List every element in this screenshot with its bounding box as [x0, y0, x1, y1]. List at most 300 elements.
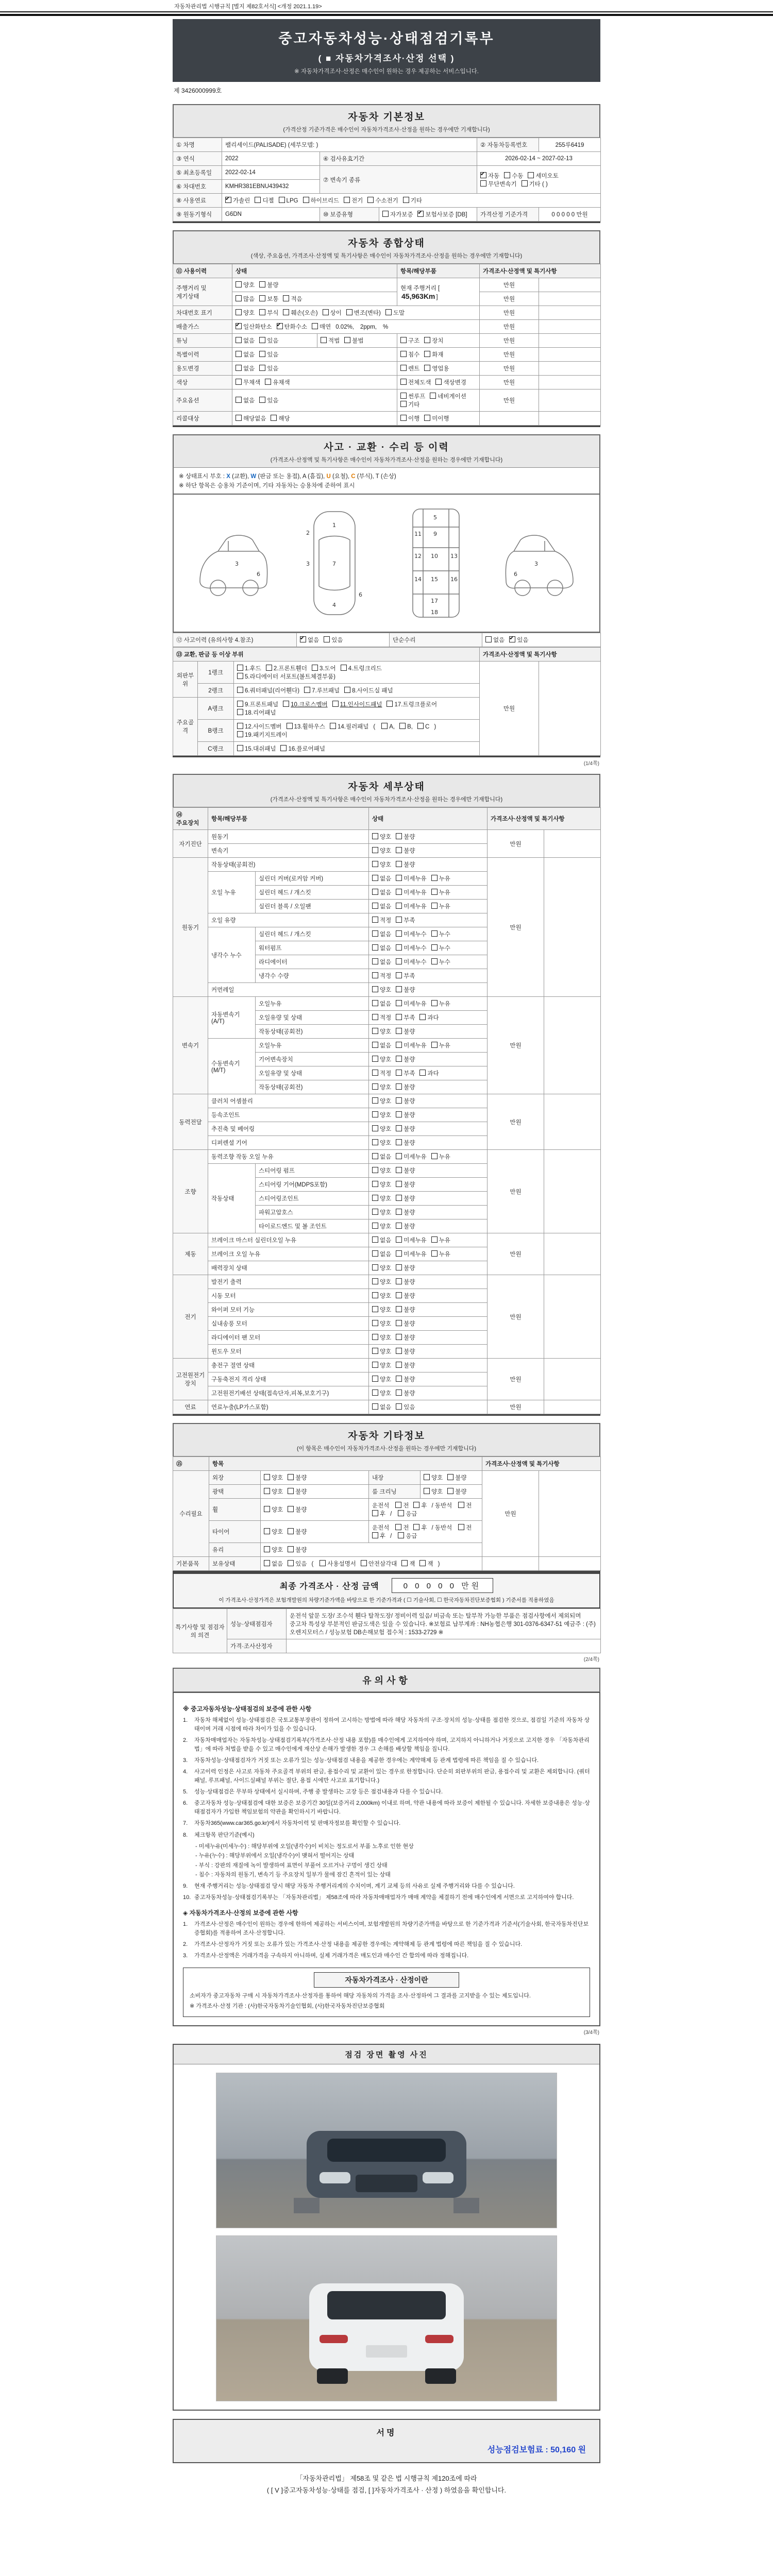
checkbox-option[interactable]: [419, 1013, 439, 1022]
checkbox-option[interactable]: [431, 1153, 450, 1161]
checkbox-option[interactable]: [372, 1208, 391, 1216]
checkbox-icon[interactable]: [372, 986, 378, 992]
checkbox-icon[interactable]: [458, 1524, 464, 1530]
checkbox-icon[interactable]: [424, 1474, 430, 1480]
checkbox-option[interactable]: [431, 930, 450, 938]
checkbox-option[interactable]: [237, 708, 276, 717]
checkbox-option[interactable]: [431, 958, 450, 966]
checkbox-icon[interactable]: [398, 1510, 404, 1516]
checkbox-option[interactable]: [419, 1560, 433, 1568]
checkbox-option[interactable]: [236, 414, 266, 422]
checkbox-option[interactable]: [485, 636, 505, 644]
checkbox-icon[interactable]: [372, 1236, 378, 1243]
checkbox-icon[interactable]: [396, 1264, 402, 1270]
checkbox-option[interactable]: [396, 1347, 415, 1355]
checkbox-icon[interactable]: [396, 1195, 402, 1201]
checkbox-option[interactable]: [396, 1166, 415, 1175]
checkbox-icon[interactable]: [372, 1083, 378, 1090]
checkbox-option[interactable]: [320, 1560, 356, 1568]
checkbox-option[interactable]: [372, 916, 391, 924]
checkbox-icon[interactable]: [236, 281, 242, 287]
checkbox-icon[interactable]: [259, 337, 265, 343]
checkbox-icon[interactable]: [271, 415, 277, 421]
checkbox-icon[interactable]: [255, 197, 261, 203]
checkbox-option[interactable]: [372, 1153, 391, 1161]
checkbox-icon[interactable]: [265, 379, 271, 385]
checkbox-icon[interactable]: [396, 889, 402, 895]
checkbox-option[interactable]: [396, 1083, 415, 1091]
checkbox-icon[interactable]: [485, 636, 492, 642]
checkbox-option[interactable]: [396, 1250, 426, 1258]
checkbox-option[interactable]: [236, 350, 255, 359]
checkbox-icon[interactable]: [324, 636, 330, 642]
checkbox-icon[interactable]: [279, 197, 285, 203]
checkbox-option[interactable]: [372, 1389, 391, 1397]
checkbox-icon[interactable]: [372, 1376, 378, 1382]
checkbox-option[interactable]: [372, 860, 391, 869]
checkbox-option[interactable]: [480, 172, 499, 180]
checkbox-option[interactable]: [401, 1560, 415, 1568]
checkbox-icon[interactable]: [419, 1014, 426, 1020]
checkbox-icon[interactable]: [419, 1560, 426, 1566]
checkbox-icon[interactable]: [396, 958, 402, 964]
checkbox-icon[interactable]: [431, 889, 438, 895]
checkbox-icon[interactable]: [303, 197, 309, 203]
checkbox-option[interactable]: [396, 916, 415, 924]
checkbox-option[interactable]: [396, 1125, 415, 1133]
checkbox-icon[interactable]: [386, 701, 393, 707]
checkbox-icon[interactable]: [431, 1042, 438, 1048]
checkbox-icon[interactable]: [396, 1028, 402, 1034]
checkbox-option[interactable]: [372, 874, 391, 883]
checkbox-icon[interactable]: [367, 197, 374, 203]
checkbox-option[interactable]: [396, 860, 415, 869]
checkbox-icon[interactable]: [504, 172, 510, 178]
checkbox-option[interactable]: [372, 1278, 391, 1286]
checkbox-icon[interactable]: [264, 1474, 270, 1480]
checkbox-icon[interactable]: [372, 1320, 378, 1326]
checkbox-option[interactable]: [372, 902, 391, 910]
checkbox-option[interactable]: [344, 336, 363, 345]
checkbox-option[interactable]: [236, 295, 255, 303]
checkbox-icon[interactable]: [264, 1560, 270, 1566]
checkbox-icon[interactable]: [396, 1070, 402, 1076]
checkbox-option[interactable]: [413, 1523, 427, 1532]
checkbox-option[interactable]: [396, 1139, 415, 1147]
checkbox-icon[interactable]: [372, 1111, 378, 1117]
checkbox-option[interactable]: [280, 744, 325, 753]
checkbox-icon[interactable]: [396, 1083, 402, 1090]
checkbox-option[interactable]: [372, 958, 391, 966]
checkbox-icon[interactable]: [372, 930, 378, 937]
checkbox-option[interactable]: [259, 281, 278, 289]
checkbox-icon[interactable]: [264, 1506, 270, 1512]
checkbox-option[interactable]: [396, 1361, 415, 1369]
checkbox-option[interactable]: [396, 1222, 415, 1230]
checkbox-option[interactable]: [237, 672, 335, 681]
checkbox-icon[interactable]: [288, 1474, 294, 1480]
checkbox-option[interactable]: [396, 1292, 415, 1300]
checkbox-option[interactable]: [372, 986, 391, 994]
checkbox-icon[interactable]: [396, 917, 402, 923]
checkbox-option[interactable]: [255, 196, 274, 205]
checkbox-option[interactable]: [400, 336, 419, 345]
checkbox-option[interactable]: [396, 1403, 415, 1411]
checkbox-icon[interactable]: [419, 1070, 426, 1076]
checkbox-icon[interactable]: [396, 1362, 402, 1368]
checkbox-icon[interactable]: [395, 1524, 401, 1530]
checked-checkbox-icon[interactable]: [417, 211, 424, 217]
checkbox-icon[interactable]: [396, 833, 402, 839]
checkbox-icon[interactable]: [400, 393, 407, 399]
checkbox-option[interactable]: [330, 722, 368, 731]
checkbox-icon[interactable]: [312, 323, 318, 329]
checkbox-icon[interactable]: [372, 958, 378, 964]
checkbox-icon[interactable]: [236, 397, 242, 403]
checkbox-icon[interactable]: [259, 281, 265, 287]
checkbox-icon[interactable]: [413, 1524, 419, 1530]
checkbox-icon[interactable]: [396, 1250, 402, 1257]
checkbox-icon[interactable]: [400, 401, 407, 407]
checkbox-option[interactable]: [236, 309, 255, 317]
checkbox-option[interactable]: [372, 999, 391, 1008]
checked-checkbox-icon[interactable]: [236, 323, 242, 329]
checkbox-icon[interactable]: [396, 930, 402, 937]
checkbox-option[interactable]: [372, 888, 391, 896]
checkbox-icon[interactable]: [396, 875, 402, 881]
checkbox-icon[interactable]: [237, 745, 243, 751]
checkbox-option[interactable]: [279, 197, 298, 204]
checkbox-icon[interactable]: [396, 1320, 402, 1326]
checkbox-icon[interactable]: [372, 1292, 378, 1298]
checkbox-option[interactable]: [509, 636, 528, 644]
checkbox-option[interactable]: [396, 1375, 415, 1383]
checkbox-option[interactable]: [396, 1389, 415, 1397]
checkbox-icon[interactable]: [236, 351, 242, 357]
checkbox-icon[interactable]: [372, 1042, 378, 1048]
checkbox-icon[interactable]: [237, 723, 243, 729]
checkbox-option[interactable]: [396, 1278, 415, 1286]
checkbox-icon[interactable]: [447, 1474, 453, 1480]
checkbox-option[interactable]: [264, 1528, 283, 1536]
checkbox-option[interactable]: [372, 1180, 391, 1189]
checkbox-option[interactable]: [399, 723, 413, 730]
checkbox-option[interactable]: [424, 414, 449, 422]
checkbox-option[interactable]: [288, 1546, 307, 1554]
checkbox-option[interactable]: [431, 902, 450, 910]
checkbox-option[interactable]: [396, 1306, 415, 1314]
checkbox-icon[interactable]: [372, 1389, 378, 1396]
checkbox-icon[interactable]: [431, 903, 438, 909]
checkbox-icon[interactable]: [431, 944, 438, 951]
checkbox-option[interactable]: [264, 1546, 283, 1554]
checkbox-icon[interactable]: [372, 1403, 378, 1410]
checkbox-option[interactable]: [277, 323, 307, 331]
checkbox-option[interactable]: [400, 350, 419, 359]
checkbox-icon[interactable]: [237, 709, 243, 715]
checkbox-icon[interactable]: [431, 875, 438, 881]
checkbox-option[interactable]: [417, 723, 429, 730]
checkbox-option[interactable]: [400, 364, 419, 372]
checkbox-icon[interactable]: [400, 337, 407, 343]
checkbox-option[interactable]: [396, 888, 426, 896]
checkbox-icon[interactable]: [361, 1560, 367, 1566]
checkbox-option[interactable]: [431, 874, 450, 883]
checkbox-option[interactable]: [385, 309, 405, 317]
checkbox-option[interactable]: [237, 722, 282, 731]
checkbox-option[interactable]: [264, 1473, 283, 1482]
checkbox-option[interactable]: [386, 700, 437, 708]
checkbox-icon[interactable]: [344, 687, 350, 693]
checkbox-option[interactable]: [259, 295, 278, 303]
checkbox-icon[interactable]: [396, 1236, 402, 1243]
checkbox-icon[interactable]: [236, 415, 242, 421]
checkbox-icon[interactable]: [372, 847, 378, 853]
checkbox-icon[interactable]: [431, 1000, 438, 1006]
checkbox-icon[interactable]: [372, 1264, 378, 1270]
checkbox-option[interactable]: [288, 1487, 307, 1496]
checkbox-option[interactable]: [400, 414, 419, 422]
checkbox-icon[interactable]: [396, 1348, 402, 1354]
checkbox-icon[interactable]: [259, 309, 265, 315]
checkbox-icon[interactable]: [259, 397, 265, 403]
checkbox-icon[interactable]: [424, 337, 430, 343]
checked-checkbox-icon[interactable]: [480, 172, 486, 178]
checkbox-option[interactable]: [372, 1222, 391, 1230]
checkbox-icon[interactable]: [288, 1560, 294, 1566]
checkbox-icon[interactable]: [400, 379, 407, 385]
checkbox-icon[interactable]: [236, 295, 242, 301]
checkbox-icon[interactable]: [396, 972, 402, 978]
checkbox-icon[interactable]: [447, 1488, 453, 1494]
checked-checkbox-icon[interactable]: [300, 636, 306, 642]
checkbox-option[interactable]: [259, 364, 278, 372]
checkbox-option[interactable]: [396, 1111, 415, 1119]
checkbox-icon[interactable]: [372, 861, 378, 867]
checkbox-option[interactable]: [372, 833, 391, 841]
checkbox-icon[interactable]: [400, 415, 407, 421]
checkbox-option[interactable]: [372, 1361, 391, 1369]
checkbox-option[interactable]: [396, 833, 415, 841]
checkbox-option[interactable]: [372, 1194, 391, 1202]
checkbox-option[interactable]: [303, 196, 340, 205]
checkbox-icon[interactable]: [431, 958, 438, 964]
checkbox-icon[interactable]: [396, 1278, 402, 1284]
checkbox-option[interactable]: [324, 636, 343, 644]
checkbox-option[interactable]: [237, 686, 299, 694]
checkbox-icon[interactable]: [396, 1334, 402, 1340]
checkbox-icon[interactable]: [396, 1042, 402, 1048]
checkbox-icon[interactable]: [288, 1506, 294, 1512]
checkbox-option[interactable]: [431, 944, 450, 952]
checkbox-option[interactable]: [396, 1236, 426, 1244]
checkbox-option[interactable]: [458, 1523, 472, 1532]
checkbox-icon[interactable]: [237, 673, 243, 679]
checkbox-icon[interactable]: [431, 1236, 438, 1243]
checkbox-icon[interactable]: [395, 1502, 401, 1508]
checkbox-option[interactable]: [372, 1532, 385, 1540]
checkbox-icon[interactable]: [372, 903, 378, 909]
checked-checkbox-icon[interactable]: [277, 323, 283, 329]
checkbox-icon[interactable]: [264, 1488, 270, 1494]
checkbox-icon[interactable]: [401, 1560, 408, 1566]
checkbox-option[interactable]: [396, 1027, 415, 1036]
checkbox-option[interactable]: [396, 944, 426, 952]
checkbox-option[interactable]: [367, 196, 398, 205]
checkbox-icon[interactable]: [396, 1167, 402, 1173]
checkbox-icon[interactable]: [372, 875, 378, 881]
checkbox-icon[interactable]: [396, 1209, 402, 1215]
checkbox-option[interactable]: [372, 1083, 391, 1091]
checkbox-icon[interactable]: [400, 365, 407, 371]
checkbox-option[interactable]: [372, 1403, 391, 1411]
checkbox-icon[interactable]: [522, 180, 528, 187]
checkbox-option[interactable]: [236, 364, 255, 372]
checkbox-option[interactable]: [413, 1501, 427, 1510]
checkbox-icon[interactable]: [372, 1306, 378, 1312]
checkbox-option[interactable]: [396, 1180, 415, 1189]
checkbox-icon[interactable]: [288, 1546, 294, 1552]
checkbox-icon[interactable]: [280, 745, 287, 751]
checkbox-icon[interactable]: [372, 1181, 378, 1187]
checkbox-option[interactable]: [372, 1069, 391, 1077]
checkbox-option[interactable]: [400, 378, 431, 386]
checkbox-option[interactable]: [396, 986, 415, 994]
checkbox-option[interactable]: [424, 1473, 443, 1482]
checkbox-option[interactable]: [396, 1153, 426, 1161]
checkbox-option[interactable]: [372, 1375, 391, 1383]
checkbox-option[interactable]: [396, 999, 426, 1008]
checkbox-icon[interactable]: [396, 986, 402, 992]
checkbox-icon[interactable]: [287, 723, 293, 729]
checkbox-icon[interactable]: [304, 687, 310, 693]
checkbox-icon[interactable]: [312, 665, 318, 671]
checkbox-option[interactable]: [283, 309, 317, 317]
checkbox-option[interactable]: [346, 309, 381, 317]
checkbox-icon[interactable]: [288, 1528, 294, 1534]
checkbox-option[interactable]: [424, 350, 443, 359]
checkbox-icon[interactable]: [372, 833, 378, 839]
checkbox-option[interactable]: [381, 723, 395, 730]
checkbox-option[interactable]: [264, 1560, 283, 1568]
checkbox-option[interactable]: [396, 1041, 426, 1049]
checkbox-option[interactable]: [237, 700, 278, 708]
checkbox-icon[interactable]: [396, 1223, 402, 1229]
checkbox-icon[interactable]: [381, 723, 388, 729]
checkbox-option[interactable]: [288, 1505, 307, 1514]
checkbox-icon[interactable]: [385, 309, 392, 315]
checkbox-icon[interactable]: [372, 944, 378, 951]
checkbox-option[interactable]: [304, 686, 340, 694]
checkbox-icon[interactable]: [372, 1056, 378, 1062]
checkbox-option[interactable]: [396, 1264, 415, 1272]
checkbox-icon[interactable]: [396, 1306, 402, 1312]
checkbox-option[interactable]: [332, 700, 382, 708]
checkbox-icon[interactable]: [372, 1153, 378, 1159]
checkbox-icon[interactable]: [372, 1532, 378, 1538]
checkbox-icon[interactable]: [372, 1510, 378, 1516]
checkbox-option[interactable]: [430, 392, 466, 400]
checkbox-icon[interactable]: [372, 972, 378, 978]
checkbox-option[interactable]: [431, 1236, 450, 1244]
checkbox-option[interactable]: [323, 309, 342, 317]
checkbox-option[interactable]: [259, 350, 278, 359]
checkbox-icon[interactable]: [372, 1348, 378, 1354]
checkbox-option[interactable]: [400, 400, 419, 409]
checkbox-option[interactable]: [396, 1069, 415, 1077]
checkbox-option[interactable]: [344, 196, 363, 205]
checkbox-option[interactable]: [237, 731, 288, 739]
checkbox-icon[interactable]: [431, 1250, 438, 1257]
checkbox-option[interactable]: [372, 1347, 391, 1355]
checkbox-option[interactable]: [344, 686, 393, 694]
checkbox-icon[interactable]: [396, 1014, 402, 1020]
checkbox-icon[interactable]: [288, 1488, 294, 1494]
checkbox-option[interactable]: [372, 1041, 391, 1049]
checkbox-icon[interactable]: [372, 1070, 378, 1076]
checkbox-icon[interactable]: [372, 1125, 378, 1131]
checkbox-option[interactable]: [372, 1292, 391, 1300]
checkbox-option[interactable]: [395, 1501, 409, 1510]
checkbox-option[interactable]: [447, 1473, 466, 1482]
checkbox-icon[interactable]: [266, 665, 272, 671]
checkbox-option[interactable]: [300, 636, 319, 644]
checkbox-icon[interactable]: [396, 861, 402, 867]
checkbox-option[interactable]: [396, 930, 426, 938]
checkbox-option[interactable]: [398, 1532, 417, 1540]
checkbox-option[interactable]: [480, 180, 517, 188]
checkbox-icon[interactable]: [346, 309, 352, 315]
checkbox-option[interactable]: [396, 1055, 415, 1063]
checkbox-icon[interactable]: [236, 365, 242, 371]
checkbox-icon[interactable]: [398, 1532, 404, 1538]
checkbox-icon[interactable]: [372, 1195, 378, 1201]
checkbox-option[interactable]: [372, 930, 391, 938]
checkbox-icon[interactable]: [330, 723, 336, 729]
checkbox-icon[interactable]: [264, 1528, 270, 1534]
checkbox-icon[interactable]: [396, 944, 402, 951]
checkbox-option[interactable]: [396, 1208, 415, 1216]
checkbox-option[interactable]: [396, 846, 415, 855]
checkbox-option[interactable]: [259, 396, 278, 404]
checkbox-option[interactable]: [400, 392, 425, 400]
checkbox-option[interactable]: [266, 664, 307, 672]
checkbox-option[interactable]: [236, 336, 255, 345]
checkbox-option[interactable]: [372, 1013, 391, 1022]
checkbox-option[interactable]: [417, 210, 467, 218]
checkbox-icon[interactable]: [396, 1139, 402, 1145]
checkbox-option[interactable]: [341, 664, 382, 672]
checkbox-icon[interactable]: [236, 337, 242, 343]
checkbox-option[interactable]: [271, 414, 290, 422]
checkbox-icon[interactable]: [430, 393, 436, 399]
checkbox-option[interactable]: [321, 336, 340, 345]
checkbox-icon[interactable]: [372, 1097, 378, 1104]
checkbox-icon[interactable]: [396, 1125, 402, 1131]
checkbox-option[interactable]: [283, 295, 302, 303]
checkbox-icon[interactable]: [237, 731, 243, 737]
checkbox-icon[interactable]: [431, 1153, 438, 1159]
checkbox-option[interactable]: [522, 180, 548, 188]
checkbox-icon[interactable]: [283, 701, 289, 707]
checkbox-icon[interactable]: [237, 701, 243, 707]
checkbox-icon[interactable]: [372, 1250, 378, 1257]
checkbox-option[interactable]: [283, 700, 328, 708]
checkbox-icon[interactable]: [372, 889, 378, 895]
checkbox-option[interactable]: [264, 1505, 283, 1514]
checkbox-option[interactable]: [287, 722, 325, 731]
checkbox-option[interactable]: [396, 1333, 415, 1342]
